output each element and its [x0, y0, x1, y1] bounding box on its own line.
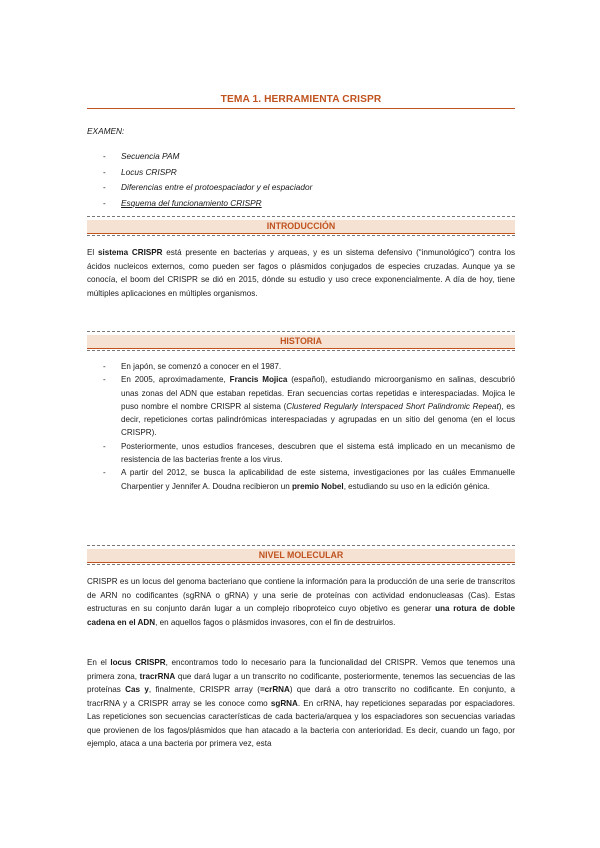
exam-topic-item: - Esquema del funcionamiento CRISPR: [103, 197, 262, 208]
history-item: - Posteriormente, unos estudios franceses, descubren que el sistema está implicado en un mecanismo de resistencia de las bacterias frente a los virus.: [103, 441, 515, 465]
history-list: [103, 360, 515, 493]
section-title: NIVEL MOLECULAR: [258, 550, 344, 560]
section-title: INTRODUCCIÓN: [266, 221, 336, 231]
page-title: TEMA 1. HERRAMIENTA CRISPR: [220, 94, 382, 105]
exam-topic-list: [103, 149, 312, 211]
history-item: - En 2005, aproximadamente, Francis Mojica (español), estudiando microorganismo en salinas, descubrió unas zonas del ADN que estaban repetidas. Eran secuencias cortas repetidas e interespaciadas. Mojica le puso nombre el nombre CRISPR al sistema (Clustered Regularly Interspaced Short Palindromic Repeat), es decir, repeticiones cortas palindrómicas interespaciadas y agrupadas en un sitio del genoma (en el locus CRISPR).: [103, 375, 515, 438]
history-item: - En japón, se comenzó a conocer en el 1987.: [103, 362, 282, 371]
section-title: HISTORIA: [280, 336, 322, 346]
exam-topic-item: - Secuencia PAM: [103, 151, 180, 161]
exam-label: EXAMEN:: [87, 126, 125, 136]
molecular-paragraph-1: CRISPR es un locus del genoma bacteriano que contiene la información para la producción de una serie de transcritos de ARN no codificantes (sgRNA o gRNA) y una serie de proteínas con actividad endonucleasas (Cas). Estas estructuras en su conjunto darán lugar a un complejo riboproteico cuyo objetivo es generar una rotura de doble cadena en el ADN, en aquellos fagos o plásmidos invasores, con el fin de destruirlos.: [87, 577, 515, 627]
section-header-intro: [87, 216, 515, 236]
section-header-history: [87, 331, 515, 351]
history-item: - A partir del 2012, se busca la aplicabilidad de este sistema, investigaciones por las cuáles Emmanuelle Charpentier y Jennifer A. Doudna recibieron un premio Nobel, estudiando su uso en la edición génica.: [103, 468, 515, 491]
exam-topic-item: - Locus CRISPR: [103, 166, 177, 177]
intro-paragraph: El sistema CRISPR está presente en bacterias y arqueas, y es un sistema defensivo (“inmunológico”) contra los ácidos nucleicos externos, como pueden ser fagos o plásmidos conjugados de especies cruzadas. Aunque ya se conocía, el boom del CRISPR se dió en 2015, dónde su estudio y uso crece exponencialmente. A día de hoy, tiene múltiples aplicaciones en múltiples organismos.: [87, 248, 515, 298]
section-header-molecular: [87, 545, 515, 565]
molecular-paragraph-2: En el locus CRISPR, encontramos todo lo necesario para la funcionalidad del CRISPR. Vemos que tenemos una primera zona, tracrRNA que dará lugar a un transcrito no codificante, posteriormente, tenemos las secuencias de las proteínas Cas y, finalmente, CRISPR array (=crRNA) que dará a otro transcrito no codificante. En conjunto, a tracrRNA y a CRISPR array se les conoce como sgRNA. En crRNA, hay repeticiones separadas por espaciadores. Las repeticiones son secuencias características de cada bacteria/arquea y los espaciadores son secuencias variadas que provienen de los fagos/plásmidos que han atacado a la bacteria con anterioridad. Es decir, cuando un fago, por ejemplo, ataca a una bacteria por primera vez, esta: [87, 658, 515, 748]
exam-topic-item: - Diferencias entre el protoespaciador y el espaciador: [103, 182, 313, 192]
title-underline: [87, 108, 515, 109]
